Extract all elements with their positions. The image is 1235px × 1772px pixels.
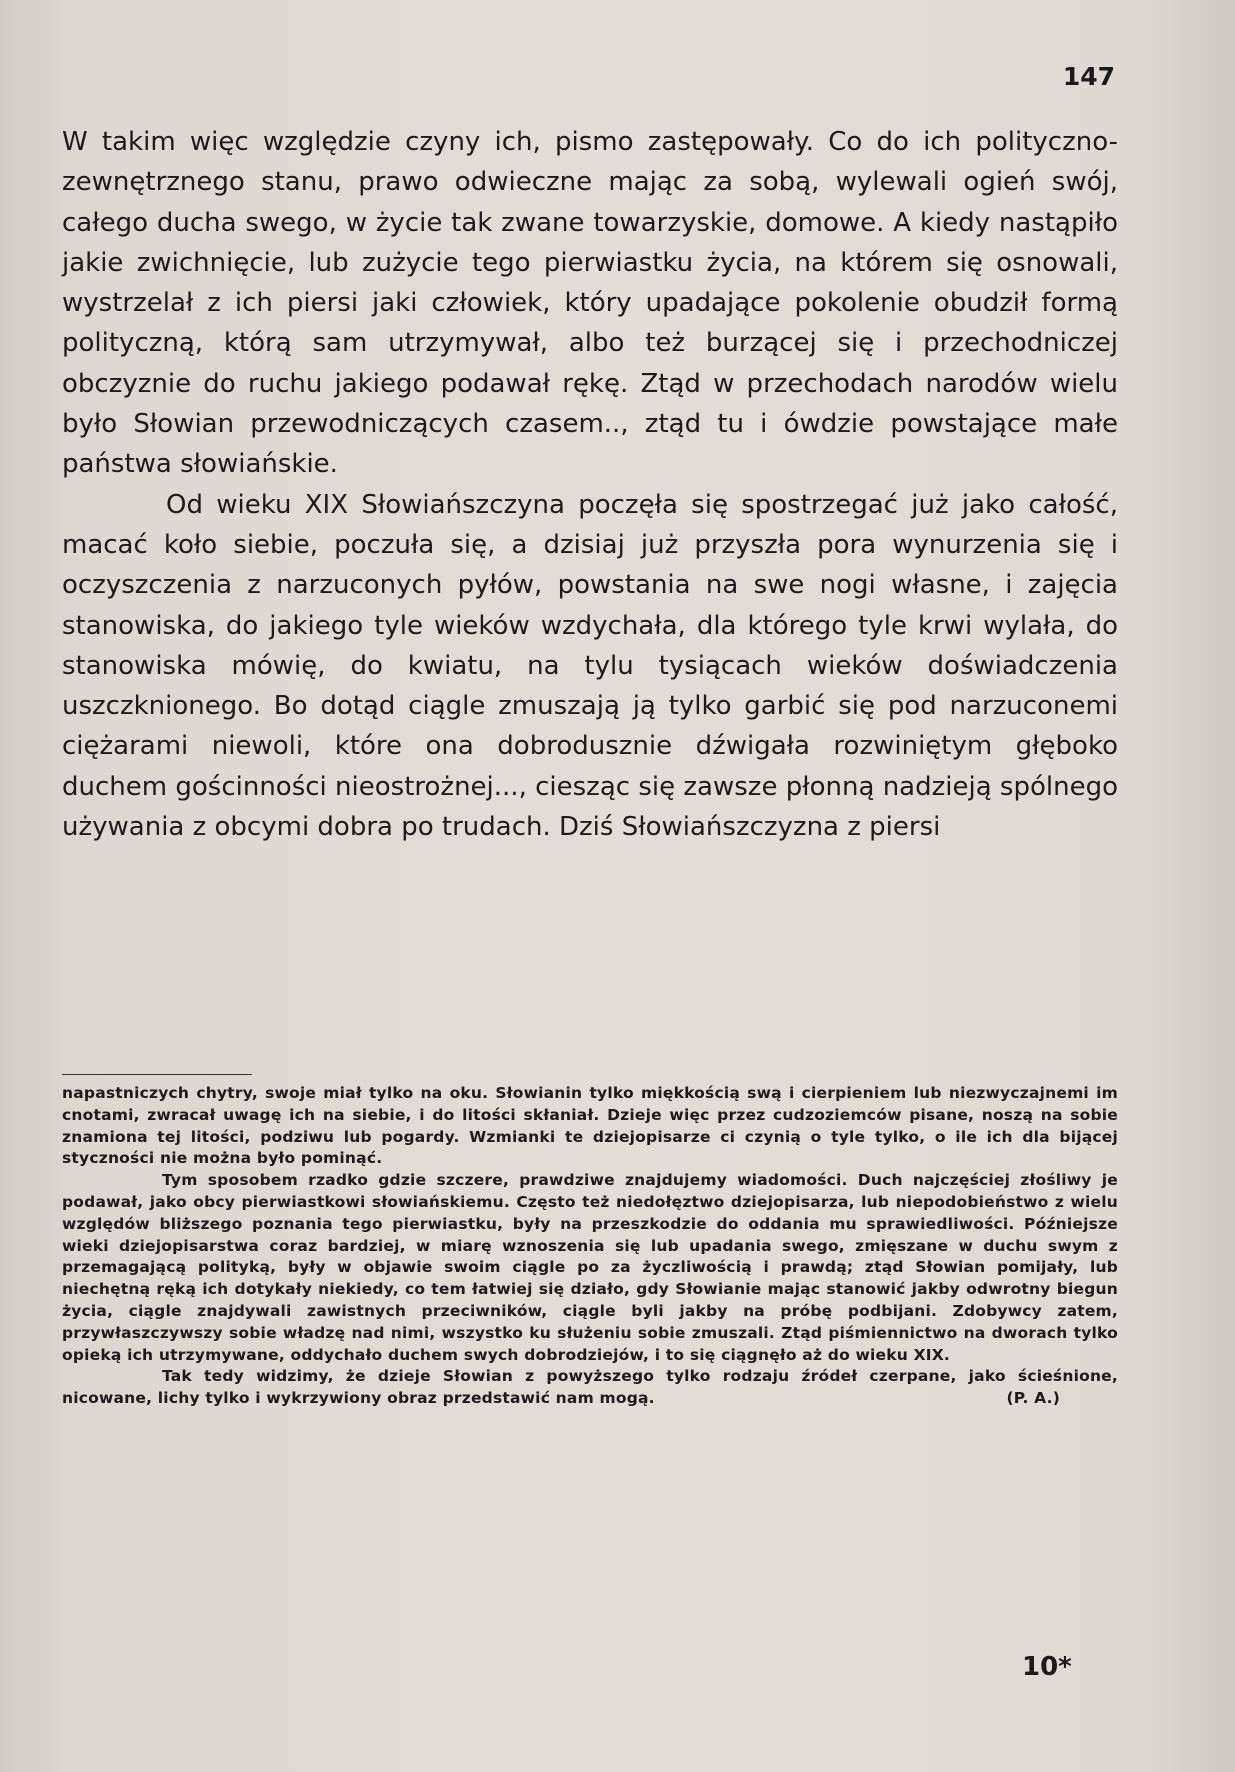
footnote-divider <box>62 1074 252 1075</box>
page-number: 147 <box>1062 62 1115 91</box>
main-paragraph: W takim więc względzie czyny ich, pismo zastępowały. Co do ich polityczno-zewnętrznego stanu, prawo odwieczne mając za sobą, wylewali ogień swój, całego ducha swego, w życie tak zwane towarzyskie, domowe. A kiedy nastąpiło jakie zwichnięcie, lub zużycie tego pierwiastku życia, na którem się osnowali, wystrzelał z ich piersi jaki człowiek, który upadające pokolenie obudził formą polityczną, którą sam utrzymywał, albo też burzącej się i przechodniczej obczyznie do ruchu jakiego podawał rękę. Ztąd w przechodach narodów wielu było Słowian przewodniczących czasem.., ztąd tu i ówdzie powstające małe państwa słowiańskie. <box>62 127 1118 480</box>
footnote-paragraph: napastniczych chytry, swoje miał tylko na oku. Słowianin tylko miękkością swą i cierpieniem lub niezwyczajnemi im cnotami, zwracał uwagę ich na siebie, i do litości skłaniał. Dzieje więc przez cudzoziemców pisane, noszą na sobie znamiona tej litości, podziwu lub pogardy. Wzmianki te dziejopisarze ci czynią o tyle tylko, o ile ich dla bijącej styczności nie można było pominąć. <box>62 1084 1118 1168</box>
footnote-paragraph: Tym sposobem rzadko gdzie szczere, prawdziwe znajdujemy wiadomości. Duch najczęściej złośliwy je podawał, jako obcy pierwiastkowi słowiańskiemu. Często też niedołęztwo dziejopisarza, lub niepodobieństwo z wielu względów bliższego poznania tego pierwiastku, były na przeszkodzie do oddania mu sprawiedliwości. Późniejsze wieki dziejopisarstwa coraz bardziej, w miarę wznoszenia się lub upadania swego, zmięszane w duchu swym z przemagającą polityką, były w objawie swoim ciągle po za życzliwością i prawdą; ztąd Słowian pomijały, lub niechętną ręką ich dotykały niekiedy, co tem łatwiej się działo, gdy Słowianie mając stanowić jakby odwrotny biegun życia, ciągle znajdywali zawistnych przeciwników, ciągle byli jakby na próbę podbijani. Zdobywcy zatem, przywłaszczywszy sobie władzę nad nimi, wszystko ku służeniu sobie zmuszali. Ztąd piśmiennictwo na dworach tylko opieką ich utrzymywane, oddychało duchem swych dobrodziejów, i to się ciągnęło aż do wieku XIX. <box>62 1171 1118 1364</box>
footnote-signature: (P. A.) <box>1006 1389 1060 1408</box>
footnote-paragraph <box>62 1366 1118 1410</box>
printer-signature-mark: 10* <box>1022 1652 1072 1682</box>
footnote-paragraph-text: Tak tedy widzimy, że dzieje Słowian z powyższego tylko rodzaju źródeł czerpane, jako ścieśnione, nicowane, lichy tylko i wykrzywiony obraz przedstawić nam mogą. <box>62 1367 1118 1408</box>
footnote <box>62 1083 1118 1410</box>
main-paragraph: Od wieku XIX Słowiańszczyna poczęła się spostrzegać już jako całość, macać koło siebie, poczuła się, a dzisiaj już przyszła pora wynurzenia się i oczyszczenia z narzuconych pyłów, powstania na swe nogi własne, i zajęcia stanowiska, do jakiego tyle wieków wzdychała, dla którego tyle krwi wylała, do stanowiska mówię, do kwiatu, na tylu tysiącach wieków doświadczenia uszczknionego. Bo dotąd ciągle zmuszają ją tylko garbić się pod narzuconemi ciężarami niewoli, które ona dobrodusznie dźwigała rozwiniętym głęboko duchem gościnności nieostrożnej..., ciesząc się zawsze płonną nadzieją spólnego używania z obcymi dobra po trudach. Dziś Słowiańszczyzna z piersi <box>62 489 1118 843</box>
main-text <box>62 122 1118 847</box>
